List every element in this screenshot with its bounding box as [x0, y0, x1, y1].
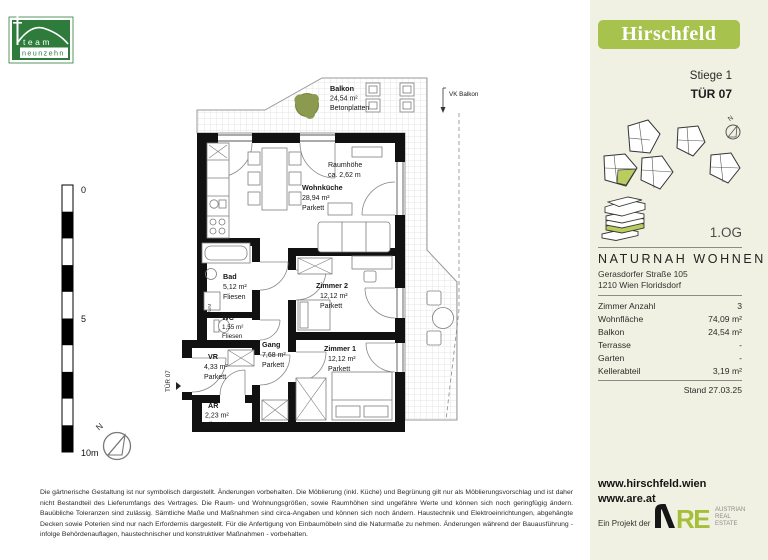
site-building-5: [641, 156, 673, 189]
balcony-name: Balkon: [330, 84, 354, 93]
are-name-line3: ESTATE: [715, 521, 738, 527]
scale-label-10m: 10m: [81, 448, 99, 458]
info-row-balkon: [598, 327, 742, 337]
vr-name: VR: [208, 352, 218, 361]
bad-area: 5,12 m²: [223, 284, 247, 291]
floor-plan: [150, 70, 590, 480]
logo-t-bar: [13, 22, 22, 24]
divider: [598, 295, 742, 296]
scale-label-0: 0: [81, 185, 87, 195]
info-panel: [590, 0, 768, 560]
stand-date: Stand 27.03.25: [683, 385, 742, 395]
project-prefix: Ein Projekt der: [598, 519, 651, 528]
zimmer1-floor: Parkett: [328, 366, 351, 373]
wc-name: WC: [222, 313, 234, 322]
site-compass-needle: [728, 126, 737, 137]
row-label: Terrasse: [598, 340, 631, 350]
are-name-line2: REAL: [715, 514, 731, 520]
footer-disclaimer: Die gärtnerische Gestaltung ist nur symbolisch dargestellt. Änderungen vorbehalten. Die Möblierung (inkl. Küche) und Begrünung gilt nur als Möblierungsvorschlag und ist daher nicht Bestandteil des Lieferumfangs des Vertrages. Die Raum- und Wohnungsgrößen, sowie Raumhöhen sind ungefähre Werte und können sich noch geringfügig ändern. Bauübliche Toleranzen sind zulässig. Sämtliche Maße und Maßnahmen sind circa-Angaben und können sich noch ändern. Haustechnik und Elektroeinrichtungen, abgehängte Decken sowie Poterien sind nur nach Erfordernis dargestellt. Für die Anfertigung von Einbaumöbeln sind die Naturmaße zu nehmen. Änderungen während der Bauausführung - infolge Behördenauflagen, haustechnischer und konstruktiver Maßnahmen - vorbehalten.: [40, 489, 573, 539]
vr-floor: Parkett: [204, 374, 227, 381]
furniture: [202, 143, 392, 420]
stiege-label: Stiege 1: [689, 70, 732, 82]
are-re-text: RE: [676, 504, 710, 533]
balcony-floor: Betonplatten: [330, 105, 370, 112]
row-value: 3,19 m²: [712, 366, 742, 376]
site-compass-n: N: [726, 114, 735, 123]
site-plan: [590, 110, 768, 245]
raumhoehe-line1: Raumhöhe: [328, 162, 363, 169]
team-logo-line1: team: [23, 37, 52, 47]
row-label: Wohnfläche: [598, 314, 644, 324]
row-value: -: [739, 340, 742, 350]
info-row-terrasse: [598, 340, 742, 350]
address-line2: 1210 Wien Floridsdorf: [598, 280, 682, 290]
project-heading: NATURNAH WOHNEN: [598, 252, 766, 266]
info-row-keller: [598, 366, 742, 376]
row-value: 3: [737, 301, 742, 311]
wc-area: 1,55 m²: [222, 324, 244, 331]
wohnkueche-floor: Parkett: [302, 205, 325, 212]
are-logo: [652, 501, 764, 533]
balcony-area: 24,54 m²: [330, 95, 358, 103]
wohnkueche-name: Wohnküche: [302, 183, 343, 192]
floor-label: 1.OG: [709, 225, 742, 240]
gang-area: 7,68 m²: [262, 352, 286, 359]
ar-name: AR: [208, 401, 219, 410]
ar-floor: Fliesen: [205, 422, 228, 429]
site-building-1: [628, 120, 660, 153]
gang-name: Gang: [262, 340, 281, 349]
are-mark-icon: [655, 504, 675, 528]
divider: [598, 380, 742, 381]
team-neunzehn-logo: [8, 14, 76, 66]
ar-area: 2,23 m²: [205, 412, 229, 420]
row-label: Kellerabteil: [598, 366, 641, 376]
bad-floor: Fliesen: [223, 294, 246, 301]
washing-machine-label: WM: [207, 303, 212, 312]
info-row-wohnflaeche: [598, 314, 742, 324]
gang-floor: Parkett: [262, 362, 285, 369]
brand-title: Hirschfeld: [621, 23, 717, 45]
are-name-line1: AUSTRIAN: [715, 507, 746, 513]
team-logo-line2: neunzehn: [22, 48, 65, 58]
row-value: -: [739, 353, 742, 363]
scale-label-5: 5: [81, 314, 87, 324]
row-value: 24,54 m²: [708, 327, 742, 337]
info-row-garten: [598, 353, 742, 363]
wc-floor: Fliesen: [222, 333, 243, 340]
row-value: 74,09 m²: [708, 314, 742, 324]
website-are: www.are.at: [598, 493, 656, 505]
zimmer1-area: 12,12 m²: [328, 356, 356, 363]
zimmer2-area: 12,12 m²: [320, 293, 348, 300]
website-hirschfeld: www.hirschfeld.wien: [598, 478, 707, 490]
brand-band: [598, 20, 740, 49]
bad-name: Bad: [223, 272, 237, 281]
address-line1: Gerasdorfer Straße 105: [598, 269, 688, 279]
vr-area: 4,33 m²: [204, 364, 228, 371]
zimmer2-name: Zimmer 2: [316, 281, 348, 290]
entrance-arrow-icon: [176, 382, 181, 390]
info-row-zimmer: [598, 301, 742, 311]
site-highlighted-unit: [617, 169, 636, 185]
tuer-label: TÜR 07: [690, 87, 732, 101]
vk-balkon-label: VK Balkon: [449, 91, 479, 98]
plan-north-compass: [88, 413, 150, 471]
row-label: Zimmer Anzahl: [598, 301, 656, 311]
logo-t-stem: [17, 15, 19, 45]
zimmer1-name: Zimmer 1: [324, 344, 356, 353]
row-label: Garten: [598, 353, 625, 363]
wohnkueche-area: 28,94 m²: [302, 195, 330, 202]
building-stack-icon: [602, 197, 645, 241]
raumhoehe-line2: ca. 2,62 m: [328, 172, 361, 179]
row-label: Balkon: [598, 327, 625, 337]
entrance-door-label: TÜR 07: [165, 370, 172, 392]
divider: [598, 247, 742, 248]
vk-balkon-leader: [441, 88, 447, 113]
plan-compass-n: N: [93, 420, 105, 433]
zimmer2-floor: Parkett: [320, 303, 343, 310]
